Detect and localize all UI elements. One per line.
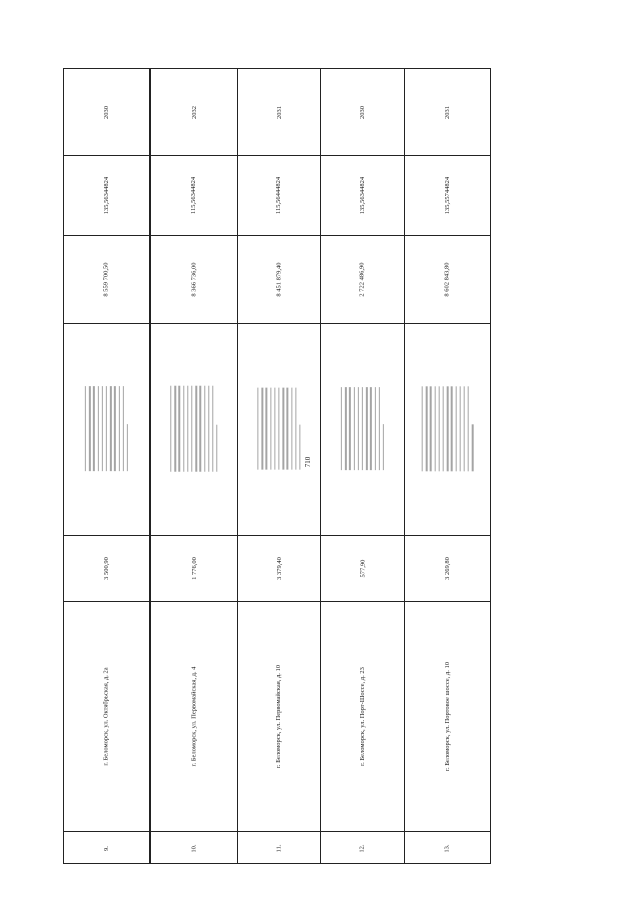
description-text-line xyxy=(123,386,124,471)
description-text-line xyxy=(174,386,175,472)
area-cell: 1 776,00 xyxy=(190,556,198,580)
unit-cost-cell: 135,56344824 xyxy=(359,176,366,214)
description-text-line xyxy=(208,386,209,472)
description-text-line xyxy=(422,386,423,471)
work-description-cell xyxy=(321,323,404,535)
description-text-line xyxy=(204,386,205,472)
description-text-line xyxy=(118,386,119,471)
unit-cost-cell: 115,56444824 xyxy=(275,176,283,214)
table-row xyxy=(320,68,405,864)
description-text-line xyxy=(262,388,263,470)
description-text-line xyxy=(270,388,271,470)
description-text-line xyxy=(274,388,275,470)
description-text-line xyxy=(97,386,98,471)
description-text-line xyxy=(370,387,371,470)
description-text-line xyxy=(93,386,94,471)
area-cell: 3 500,90 xyxy=(103,556,110,580)
page-number: 710 xyxy=(304,456,312,468)
works-table xyxy=(63,68,573,864)
description-text-line xyxy=(127,425,128,472)
description-text-line xyxy=(266,388,267,470)
address-cell: г. Беломорск, ул. Портовое шоссе, д. 10 xyxy=(444,661,452,771)
description-text-line xyxy=(366,387,367,470)
table-row xyxy=(404,68,491,864)
description-text-line xyxy=(374,387,375,470)
area-cell: 577,90 xyxy=(359,559,366,577)
description-text-line xyxy=(299,425,300,470)
description-text-line xyxy=(472,425,473,472)
cost-cell: 2 722 486,90 xyxy=(359,261,366,297)
address-cell: г. Беломорск, ул. Октябрьская, д. 2а xyxy=(103,666,110,766)
description-text-line xyxy=(468,386,469,471)
work-description-cell xyxy=(151,323,237,535)
description-text-line xyxy=(459,386,460,471)
cost-cell: 8 451 879,40 xyxy=(275,261,283,297)
description-text-line xyxy=(349,387,350,470)
area-cell: 3 269,80 xyxy=(444,556,451,580)
description-text-line xyxy=(287,388,288,470)
description-text-line xyxy=(362,387,363,470)
address-cell: г. Беломорск, ул. Первомайская, д. 4 xyxy=(190,666,198,766)
description-text-line xyxy=(183,386,184,472)
description-text-line xyxy=(216,425,217,472)
year-cell: 2030 xyxy=(103,105,110,119)
description-text-line xyxy=(191,386,192,472)
description-text-line xyxy=(89,386,90,471)
description-text-line xyxy=(187,386,188,472)
description-text-line xyxy=(257,388,258,470)
description-text-line xyxy=(102,386,103,471)
description-text-line xyxy=(434,386,435,471)
description-text-line xyxy=(110,386,111,471)
description-text-line xyxy=(464,386,465,471)
description-text-line xyxy=(85,386,86,471)
work-description-cell xyxy=(64,323,149,535)
description-text-line xyxy=(278,388,279,470)
description-text-line xyxy=(383,425,384,471)
description-text-line xyxy=(195,386,196,472)
description-text-line xyxy=(438,386,439,471)
cost-cell: 8 602 843,80 xyxy=(444,261,451,297)
area-cell: 3 379,40 xyxy=(275,556,283,580)
description-text-line xyxy=(106,386,107,471)
cost-cell: 8 366 736,00 xyxy=(190,261,198,297)
description-text-line xyxy=(295,388,296,470)
description-text-line xyxy=(170,386,171,472)
row-number: 12. xyxy=(359,843,366,853)
unit-cost-cell: 135,56344824 xyxy=(103,176,110,214)
table-row xyxy=(150,68,238,864)
year-cell: 2031 xyxy=(444,105,451,119)
work-description-cell xyxy=(238,323,320,535)
description-text-line xyxy=(426,386,427,471)
description-text-line xyxy=(345,387,346,470)
address-cell: г. Беломорск, ул. Порт-Шоссе, д. 23 xyxy=(359,666,367,766)
description-text-line xyxy=(447,386,448,471)
cost-cell: 8 559 700,50 xyxy=(103,261,110,297)
unit-cost-cell: 135,55744824 xyxy=(444,176,451,214)
description-text-line xyxy=(451,386,452,471)
year-cell: 2032 xyxy=(190,105,198,119)
description-text-line xyxy=(430,386,431,471)
description-text-line xyxy=(179,386,180,472)
table-row xyxy=(237,68,321,864)
description-text-line xyxy=(200,386,201,472)
description-text-line xyxy=(291,388,292,470)
year-cell: 2031 xyxy=(275,105,283,119)
description-text-line xyxy=(212,386,213,472)
unit-cost-cell: 115,56344824 xyxy=(190,176,198,214)
row-number: 10. xyxy=(190,843,198,853)
description-text-line xyxy=(282,388,283,470)
year-cell: 2030 xyxy=(359,105,366,119)
work-description-cell xyxy=(405,323,490,535)
description-text-line xyxy=(455,386,456,471)
description-text-line xyxy=(341,387,342,470)
row-number: 13. xyxy=(444,843,451,853)
row-number: 11. xyxy=(275,844,283,852)
row-number: 9. xyxy=(103,845,110,851)
address-cell: г. Беломорск, ул. Первомайская, д. 10 xyxy=(275,664,283,768)
description-text-line xyxy=(379,387,380,470)
description-text-line xyxy=(114,386,115,471)
description-text-line xyxy=(443,386,444,471)
description-text-line xyxy=(358,387,359,470)
description-text-line xyxy=(353,387,354,470)
table-row xyxy=(63,68,150,864)
